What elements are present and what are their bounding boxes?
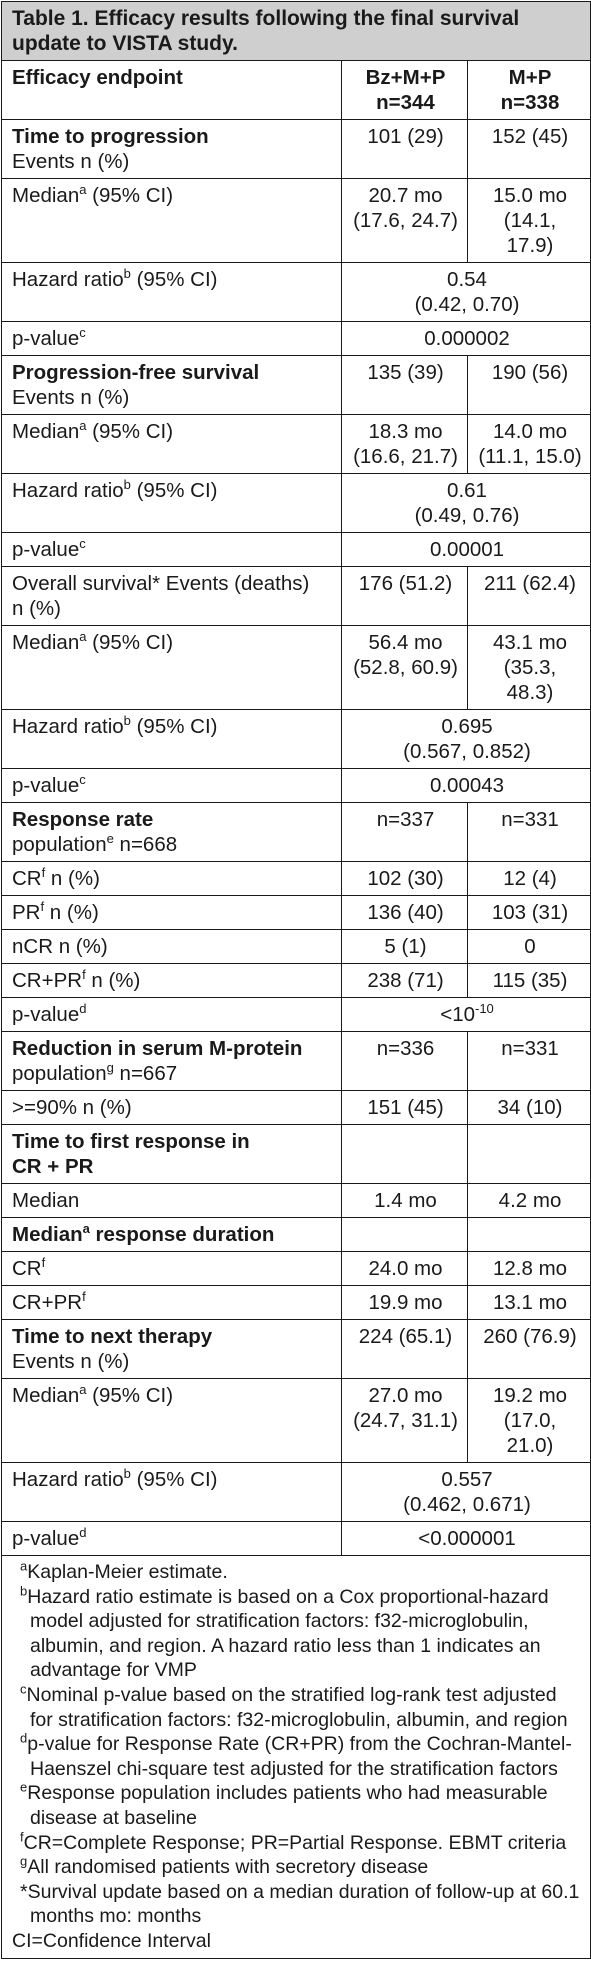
footnote-a-mark: a xyxy=(20,1558,28,1574)
pfs-title: Progression-free survival xyxy=(12,361,260,384)
os-hr-value xyxy=(342,710,591,769)
ttnt-hr: 0.557 xyxy=(441,1468,493,1491)
os-events-mp: 211 (62.4) xyxy=(468,567,591,626)
rr-pop-n: n=668 xyxy=(113,833,178,856)
mprot-n-mp: n=331 xyxy=(468,1032,591,1091)
footnotes-row xyxy=(2,1556,591,1959)
rr-p-value xyxy=(342,998,591,1032)
table-row xyxy=(2,803,591,862)
ttp-median-mp-ci: (14.1, 17.9) xyxy=(503,209,557,257)
rd-crpr-bzmp: 19.9 mo xyxy=(342,1286,468,1320)
footnote-f-mark: f xyxy=(20,1829,24,1845)
table-row xyxy=(2,998,591,1032)
rd-empty-bzmp xyxy=(342,1218,468,1252)
ttnt-median-mp-ci: (17.0, 21.0) xyxy=(503,1409,557,1457)
header-bzmp-arm: Bz+M+P xyxy=(365,66,446,89)
footnote-g xyxy=(12,1855,582,1880)
table-row xyxy=(2,415,591,474)
mprot-title: Reduction in serum M-protein xyxy=(12,1037,303,1060)
ttp-p-text: p-value xyxy=(12,327,80,350)
footnote-e xyxy=(12,1781,582,1830)
pfs-events-bzmp: 135 (39) xyxy=(342,356,468,415)
ttnt-p-value: <0.000001 xyxy=(342,1522,591,1556)
pfs-median-bzmp-value: 18.3 mo xyxy=(368,420,443,443)
ttp-median-bzmp-ci: (17.6, 24.7) xyxy=(353,209,458,232)
os-hr-sup: b xyxy=(123,713,131,729)
table-row xyxy=(2,1125,591,1184)
ttnt-p-label xyxy=(2,1522,342,1556)
os-title: Overall survival* Events (deaths) xyxy=(12,572,310,595)
ttnt-events-label: Events n (%) xyxy=(12,1350,130,1373)
footnote-f xyxy=(12,1831,582,1856)
header-mp xyxy=(468,61,591,120)
table-row xyxy=(2,567,591,626)
rr-p-sup: d xyxy=(79,1001,87,1017)
ttnt-median-bzmp-value: 27.0 mo xyxy=(368,1384,443,1407)
footnote-a xyxy=(12,1560,582,1585)
rr-p-base: <10 xyxy=(440,1003,475,1026)
ttp-label xyxy=(2,120,342,179)
ttp-hr-sup: b xyxy=(123,266,131,282)
footnote-star: *Survival update based on a median duration of follow-up at 60.1 months mo: months xyxy=(20,1880,580,1928)
rr-p-label xyxy=(2,998,342,1032)
mprot-n-bzmp: n=336 xyxy=(342,1032,468,1091)
rr-label xyxy=(2,803,342,862)
os-median-text: Median xyxy=(12,631,80,654)
mprot-ge90-bzmp: 151 (45) xyxy=(342,1091,468,1125)
table-caption-row xyxy=(2,2,591,61)
pfs-hr-text: Hazard ratio xyxy=(12,479,124,502)
ttnt-events-mp: 260 (76.9) xyxy=(468,1320,591,1379)
footnote-c xyxy=(12,1683,582,1732)
table-row xyxy=(2,120,591,179)
pfs-median-ci: (95% CI) xyxy=(86,420,174,443)
os-p-label xyxy=(2,769,342,803)
mprot-pop-sup: g xyxy=(106,1060,114,1076)
ttnt-median-text: Median xyxy=(12,1384,80,1407)
table-row xyxy=(2,1379,591,1463)
pfs-median-mp-ci: (11.1, 15.0) xyxy=(478,445,582,468)
footnote-g-mark: g xyxy=(20,1853,28,1869)
table-row xyxy=(2,710,591,769)
table-row xyxy=(2,322,591,356)
os-median-mp-ci: (35.3, 48.3) xyxy=(503,656,557,704)
ttp-hr-text: Hazard ratio xyxy=(12,268,124,291)
rr-pr-bzmp: 136 (40) xyxy=(342,896,468,930)
rr-n-bzmp: n=337 xyxy=(342,803,468,862)
rr-ncr-bzmp: 5 (1) xyxy=(342,930,468,964)
os-p-sup: c xyxy=(79,772,86,788)
rd-cr-text: CR xyxy=(12,1257,42,1280)
pfs-p-sup: c xyxy=(79,536,86,552)
ttnt-median-sup: a xyxy=(79,1382,87,1398)
os-hr-ci-label: (95% CI) xyxy=(130,715,218,738)
ttp-median-mp-value: 15.0 mo xyxy=(492,184,568,207)
pfs-median-mp xyxy=(468,415,591,474)
rr-pr-mp: 103 (31) xyxy=(468,896,591,930)
rd-cr-label xyxy=(2,1252,342,1286)
ttp-median-text: Median xyxy=(12,184,80,207)
os-median-sup: a xyxy=(79,629,87,645)
ttp-median-label xyxy=(2,179,342,263)
ttnt-median-bzmp-ci: (24.7, 31.1) xyxy=(353,1409,458,1432)
pfs-hr-label xyxy=(2,474,342,533)
rr-cr-sup: f xyxy=(41,865,46,881)
ttp-median-ci: (95% CI) xyxy=(86,184,174,207)
os-median-label xyxy=(2,626,342,710)
rr-title: Response rate xyxy=(12,808,154,831)
pfs-median-label xyxy=(2,415,342,474)
tfr-title xyxy=(2,1125,342,1184)
table-row xyxy=(2,862,591,896)
rd-crpr-mp: 13.1 mo xyxy=(468,1286,591,1320)
tfr-empty-mp xyxy=(468,1125,591,1184)
ttp-hr-label xyxy=(2,263,342,322)
table-row xyxy=(2,964,591,998)
ttnt-hr-ci: (0.462, 0.671) xyxy=(403,1493,531,1516)
pfs-events-mp: 190 (56) xyxy=(468,356,591,415)
rr-cr-label xyxy=(2,862,342,896)
pfs-median-sup: a xyxy=(79,418,87,434)
pfs-median-bzmp-ci: (16.6, 21.7) xyxy=(353,445,458,468)
ttnt-events-bzmp: 224 (65.1) xyxy=(342,1320,468,1379)
rr-n-mp: n=331 xyxy=(468,803,591,862)
ttp-events-label: Events n (%) xyxy=(12,150,130,173)
ttp-title: Time to progression xyxy=(12,125,209,148)
os-median-ci: (95% CI) xyxy=(86,631,174,654)
tfr-median-bzmp: 1.4 mo xyxy=(342,1184,468,1218)
pfs-events-label: Events n (%) xyxy=(12,386,130,409)
table-caption: Table 1. Efficacy results following the final survival update to VISTA study. xyxy=(2,2,591,61)
header-mp-arm: M+P xyxy=(508,66,552,89)
footnote-c-mark: c xyxy=(20,1681,27,1697)
pfs-p-label xyxy=(2,533,342,567)
table-row xyxy=(2,1032,591,1091)
ttp-median-bzmp xyxy=(342,179,468,263)
rd-empty-mp xyxy=(468,1218,591,1252)
os-hr-ci: (0.567, 0.852) xyxy=(403,740,531,763)
mprot-ge90-label: >=90% n (%) xyxy=(2,1091,342,1125)
table-row xyxy=(2,1286,591,1320)
mprot-pop-label: population xyxy=(12,1062,107,1085)
pfs-p-text: p-value xyxy=(12,538,80,561)
footnote-d xyxy=(12,1732,582,1781)
rr-pr-text: PR xyxy=(12,901,41,924)
table-row xyxy=(2,626,591,710)
tfr-empty-bzmp xyxy=(342,1125,468,1184)
pfs-hr: 0.61 xyxy=(447,479,487,502)
rd-title-a: Median xyxy=(12,1223,83,1246)
footnote-c-text: Nominal p-value based on the stratified log-rank test adjusted for stratification factors: f32-microglobulin, albumin, and region xyxy=(26,1683,568,1731)
footnote-g-text: All randomised patients with secretory disease xyxy=(27,1856,429,1879)
rr-crpr-label xyxy=(2,964,342,998)
rr-cr-rest: n (%) xyxy=(45,867,100,890)
pfs-label xyxy=(2,356,342,415)
header-bzmp-n: n=344 xyxy=(376,91,435,114)
rr-pr-rest: n (%) xyxy=(44,901,99,924)
rr-crpr-text: CR+PR xyxy=(12,969,83,992)
pfs-median-bzmp xyxy=(342,415,468,474)
header-row xyxy=(2,61,591,120)
table-row xyxy=(2,896,591,930)
ttp-hr: 0.54 xyxy=(447,268,487,291)
ttp-hr-value xyxy=(342,263,591,322)
pfs-hr-sup: b xyxy=(123,477,131,493)
rd-crpr-text: CR+PR xyxy=(12,1291,83,1314)
footnote-f-text: CR=Complete Response; PR=Partial Response. EBMT criteria xyxy=(23,1831,567,1854)
footnote-d-mark: d xyxy=(20,1730,28,1746)
ttp-median-mp xyxy=(468,179,591,263)
mprot-pop-n: n=667 xyxy=(113,1062,178,1085)
ttnt-label xyxy=(2,1320,342,1379)
ttnt-median-mp xyxy=(468,1379,591,1463)
pfs-median-text: Median xyxy=(12,420,80,443)
footnote-ci: CI=Confidence Interval xyxy=(12,1929,211,1952)
ttp-median-bzmp-value: 20.7 mo xyxy=(368,184,443,207)
rr-ncr-label: nCR n (%) xyxy=(2,930,342,964)
pfs-median-mp-value: 14.0 mo xyxy=(492,420,568,443)
rd-crpr-sup: f xyxy=(82,1289,86,1305)
pfs-hr-ci-label: (95% CI) xyxy=(130,479,218,502)
footnote-d-text: p-value for Response Rate (CR+PR) from the Cochran-Mantel-Haenszel chi-square test adjusted for the stratification factors xyxy=(27,1733,572,1780)
footnote-e-text: Response population includes patients who had measurable disease at baseline xyxy=(27,1782,548,1829)
ttp-p-label xyxy=(2,322,342,356)
os-label xyxy=(2,567,342,626)
rr-pop-label: population xyxy=(12,833,107,856)
os-p-text: p-value xyxy=(12,774,80,797)
ttnt-median-ci: (95% CI) xyxy=(86,1384,174,1407)
os-hr-label xyxy=(2,710,342,769)
ttp-hr-ci-label: (95% CI) xyxy=(130,268,218,291)
ttnt-median-mp-value: 19.2 mo xyxy=(492,1384,568,1407)
footnote-b xyxy=(12,1585,582,1683)
rr-cr-bzmp: 102 (30) xyxy=(342,862,468,896)
table-row xyxy=(2,1463,591,1522)
ttnt-p-sup: d xyxy=(79,1525,87,1541)
header-mp-n: n=338 xyxy=(500,91,560,114)
table-row xyxy=(2,1522,591,1556)
table-row xyxy=(2,474,591,533)
header-bzmp xyxy=(342,61,468,120)
table-row xyxy=(2,1091,591,1125)
table-row xyxy=(2,263,591,322)
header-endpoint: Efficacy endpoint xyxy=(2,61,342,120)
rd-crpr-label xyxy=(2,1286,342,1320)
ttnt-hr-value xyxy=(342,1463,591,1522)
ttnt-hr-label xyxy=(2,1463,342,1522)
rd-cr-sup: f xyxy=(41,1255,46,1271)
ttnt-hr-text: Hazard ratio xyxy=(12,1468,124,1491)
table-row xyxy=(2,1252,591,1286)
rr-crpr-bzmp: 238 (71) xyxy=(342,964,468,998)
os-hr: 0.695 xyxy=(441,715,493,738)
rr-crpr-mp: 115 (35) xyxy=(468,964,591,998)
ttp-hr-ci: (0.42, 0.70) xyxy=(414,293,520,316)
rr-crpr-sup: f xyxy=(82,967,86,983)
ttnt-hr-ci-label: (95% CI) xyxy=(130,1468,218,1491)
efficacy-table xyxy=(1,1,591,1959)
ttp-events-mp: 152 (45) xyxy=(468,120,591,179)
os-events-label: n (%) xyxy=(12,597,61,620)
table-row xyxy=(2,1184,591,1218)
rr-pop-sup: e xyxy=(106,831,114,847)
ttp-p-sup: c xyxy=(79,325,86,341)
rr-pr-label xyxy=(2,896,342,930)
os-median-bzmp-value: 56.4 mo xyxy=(368,631,443,654)
table-row xyxy=(2,1218,591,1252)
os-median-mp xyxy=(468,626,591,710)
ttp-median-sup: a xyxy=(79,182,87,198)
tfr-median-label: Median xyxy=(2,1184,342,1218)
ttp-events-bzmp: 101 (29) xyxy=(342,120,468,179)
table-row xyxy=(2,179,591,263)
rd-cr-mp: 12.8 mo xyxy=(468,1252,591,1286)
tfr-title-line2: CR + PR xyxy=(12,1155,94,1178)
footnote-e-mark: e xyxy=(20,1779,28,1795)
rr-crpr-rest: n (%) xyxy=(85,969,141,992)
table-row xyxy=(2,930,591,964)
rr-ncr-mp: 0 xyxy=(468,930,591,964)
pfs-p-value: 0.00001 xyxy=(342,533,591,567)
table-row xyxy=(2,769,591,803)
pfs-hr-ci: (0.49, 0.76) xyxy=(414,504,520,527)
os-events-bzmp: 176 (51.2) xyxy=(342,567,468,626)
footnote-a-text: Kaplan-Meier estimate. xyxy=(27,1561,228,1583)
ttp-p-value: 0.000002 xyxy=(342,322,591,356)
ttnt-hr-sup: b xyxy=(123,1466,131,1482)
rd-title-sup: a xyxy=(82,1221,90,1237)
rr-p-exponent: -10 xyxy=(475,1001,494,1017)
mprot-label xyxy=(2,1032,342,1091)
ttnt-median-bzmp xyxy=(342,1379,468,1463)
rr-cr-mp: 12 (4) xyxy=(468,862,591,896)
footnotes xyxy=(2,1556,591,1959)
os-p-value: 0.00043 xyxy=(342,769,591,803)
pfs-hr-value xyxy=(342,474,591,533)
rr-pr-sup: f xyxy=(40,899,45,915)
table-row xyxy=(2,533,591,567)
ttnt-title: Time to next therapy xyxy=(12,1325,213,1348)
table-row xyxy=(2,1320,591,1379)
rr-p-text: p-value xyxy=(12,1003,80,1026)
rd-cr-bzmp: 24.0 mo xyxy=(342,1252,468,1286)
rd-title-b: response duration xyxy=(89,1223,275,1246)
footnote-b-mark: b xyxy=(20,1583,28,1599)
os-median-bzmp xyxy=(342,626,468,710)
ttnt-median-label xyxy=(2,1379,342,1463)
mprot-ge90-mp: 34 (10) xyxy=(468,1091,591,1125)
tfr-median-mp: 4.2 mo xyxy=(468,1184,591,1218)
os-hr-text: Hazard ratio xyxy=(12,715,124,738)
table-row xyxy=(2,356,591,415)
rd-title xyxy=(2,1218,342,1252)
ttnt-p-text: p-value xyxy=(12,1527,80,1550)
os-median-bzmp-ci: (52.8, 60.9) xyxy=(353,656,458,679)
tfr-title-line1: Time to first response in xyxy=(12,1130,250,1153)
rr-cr-text: CR xyxy=(12,867,42,890)
footnote-b-text: Hazard ratio estimate is based on a Cox proportional-hazard model adjusted for stratification factors: f32-microglobulin, albumin, and region. A hazard ratio less than 1 indicates an advantage for VMP xyxy=(27,1585,549,1682)
os-median-mp-value: 43.1 mo xyxy=(492,631,568,654)
